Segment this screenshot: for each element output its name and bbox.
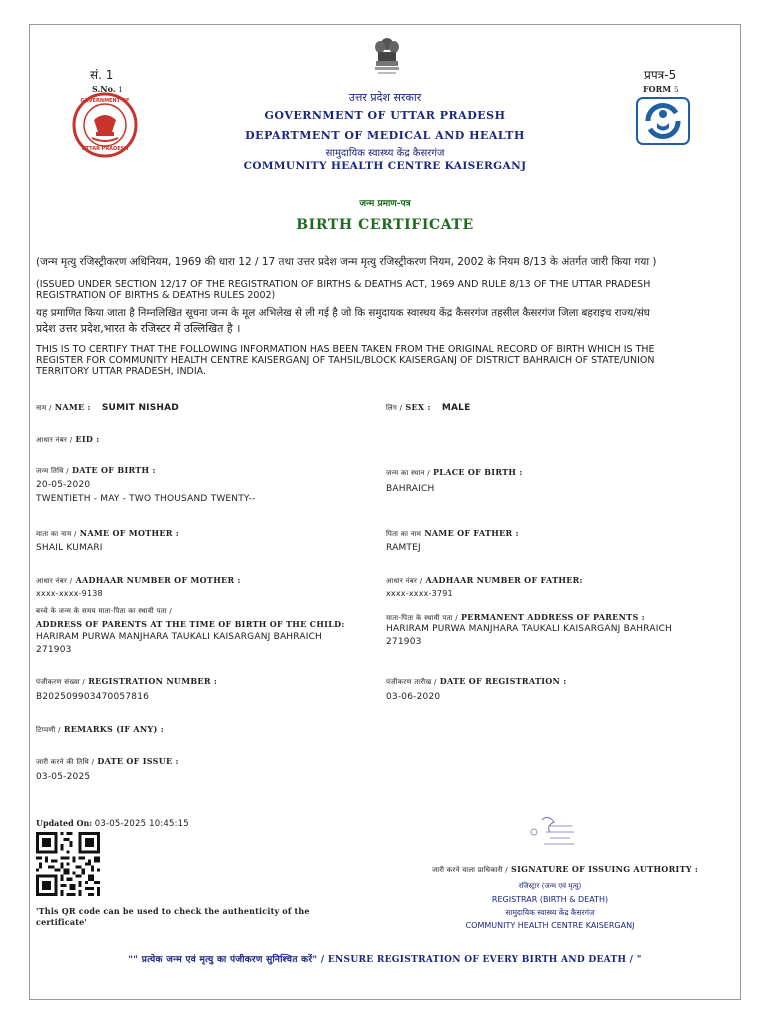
- form-label: FORM: [643, 84, 672, 94]
- qr-note-1: 'This QR code can be used to check the authenticity of the: [36, 906, 310, 916]
- signature-label: जारी करने वाला प्राधिकारी / SIGNATURE OF ISSUING AUTHORITY :: [432, 864, 699, 874]
- authority-chc-hindi: सामुदायिक स्वास्थ्य केंद्र कैसरगंज: [505, 908, 595, 917]
- updated-value: 03-05-2025 10:45:15: [94, 819, 189, 829]
- slogan-hindi: "" प्रत्येक जन्म एवं मृत्यु का पंजीकरण सुनिश्चित करें": [128, 955, 318, 965]
- updated-on: [36, 818, 189, 829]
- authority-en: REGISTRAR (BIRTH & DEATH): [491, 895, 609, 904]
- addr-birth-label: ADDRESS OF PARENTS AT THE TIME OF BIRTH OF THE CHILD:: [36, 619, 345, 629]
- sex-value: MALE: [441, 403, 471, 413]
- certify-hindi-1: यह प्रमाणित किया जाता है निम्नलिखित सूचना जन्म के मूल अभिलेख से ली गई है जो कि समुदायक स्वास्थय केंद्र कैसरगंज तहसील कैसरगंज जिला बहराइच राज्य/संघ: [36, 307, 650, 319]
- certify-line-2: REGISTER FOR COMMUNITY HEALTH CENTRE KAISERGANJ OF TAHSIL/BLOCK KAISERGANJ OF DISTRICT BAHRAICH OF STATE/UNION: [36, 355, 655, 366]
- regdate-label: पंजीकरण तारीख / DATE OF REGISTRATION :: [386, 676, 567, 686]
- slogan-english: / ENSURE REGISTRATION OF EVERY BIRTH AND DEATH / ": [320, 955, 642, 965]
- certify-hindi-2: प्रदेश उत्तर प्रदेश,भारत के रजिस्टर में उल्लिखित है ।: [36, 322, 241, 335]
- addr-birth-hindi: बच्चे के जन्म के समय माता-पिता का स्थायी पता /: [36, 607, 173, 615]
- issued-line-2: REGISTRATION OF BIRTHS & DEATHS RULES 2002): [36, 290, 276, 301]
- ashoka-emblem-icon: [372, 36, 402, 80]
- slogan: [29, 952, 741, 965]
- name-value: SUMIT NISHAD: [101, 403, 179, 413]
- dept-title: DEPARTMENT OF MEDICAL AND HEALTH: [245, 129, 525, 142]
- regdate-value: 03-06-2020: [386, 692, 441, 702]
- certify-line-1: THIS IS TO CERTIFY THAT THE FOLLOWING INFORMATION HAS BEEN TAKEN FROM THE ORIGINAL RECORD OF BIRTH WHICH IS THE: [36, 344, 655, 355]
- aadhaar-mother-value: xxxx-xxxx-9138: [36, 589, 103, 598]
- authority-chc: COMMUNITY HEALTH CENTRE KAISERGANJ: [465, 921, 635, 930]
- addr-birth-line-1: HARIRAM PURWA MANJHARA TAUKALI KAISARGANJ BAHRAICH: [36, 632, 323, 642]
- authority-hindi: रजिस्ट्रार (जन्म एवं मृत्यु): [518, 882, 582, 890]
- dob-words: TWENTIETH - MAY - TWO THOUSAND TWENTY--: [36, 494, 256, 504]
- title-hindi: जन्म प्रमाण-पत्र: [359, 199, 411, 209]
- issue-date-value: 03-05-2025: [36, 772, 91, 782]
- sno-label: S.No.: [92, 84, 116, 94]
- sex-label: लिंग / SEX : MALE: [386, 402, 471, 413]
- pob-label: जन्म का स्थान / PLACE OF BIRTH :: [386, 467, 523, 477]
- qr-code[interactable]: [36, 832, 100, 896]
- chc-hindi: सामुदायिक स्वास्थ्य केंद्र कैसरगंज: [325, 148, 445, 159]
- name-label: नाम / NAME : SUMIT NISHAD: [36, 402, 179, 413]
- issued-hindi: (जन्म मृत्यु रजिस्ट्रीकरण अधिनियम, 1969 की धारा 12 / 17 तथा उत्तर प्रदेश जन्म मृत्यु रजिस्ट्रीकरण नियम, 2002 के नियम 8/13 के अंतर्गत जारी किया गया ): [36, 256, 657, 268]
- aadhaar-father-value: xxxx-xxxx-3791: [386, 589, 453, 598]
- govt-title: GOVERNMENT OF UTTAR PRADESH: [264, 109, 506, 122]
- form-hindi: प्रपत्र-5: [644, 68, 677, 82]
- chc-title: COMMUNITY HEALTH CENTRE KAISERGANJ: [243, 160, 527, 172]
- addr-perm-line-1: HARIRAM PURWA MANJHARA TAUKALI KAISARGANJ BAHRAICH: [386, 624, 673, 634]
- father-label: पिता का नाम NAME OF FATHER :: [386, 528, 519, 538]
- pob-value: BAHRAICH: [386, 484, 435, 494]
- dob-value: 20-05-2020: [36, 480, 91, 490]
- up-seal-text-top: GOVERNMENT OF: [80, 98, 130, 104]
- addr-perm-line-2: 271903: [386, 637, 422, 647]
- govt-hindi: उत्तर प्रदेश सरकार: [348, 91, 422, 104]
- remarks-label: टिप्पणी / REMARKS (IF ANY) :: [36, 724, 164, 734]
- certify-line-3: TERRITORY UTTAR PRADESH, INDIA.: [36, 366, 207, 377]
- eid-label: आधार नंबर / EID :: [36, 434, 100, 444]
- aadhaar-mother-label: आधार नंबर / AADHAAR NUMBER OF MOTHER :: [36, 575, 241, 585]
- mother-label: माता का नाम / NAME OF MOTHER :: [36, 528, 180, 538]
- up-seal-text-bottom: UTTAR PRADESH: [81, 146, 129, 152]
- issued-line-1: (ISSUED UNDER SECTION 12/17 OF THE REGISTRATION OF BIRTHS & DEATHS ACT, 1969 AND RULE 8/13 OF THE UTTAR PRADESH: [36, 279, 651, 290]
- form-value: 5: [673, 86, 679, 94]
- father-value: RAMTEJ: [386, 543, 421, 553]
- dob-label: जन्म तिथि / DATE OF BIRTH :: [36, 465, 156, 475]
- sno-hindi: सं. 1: [90, 68, 114, 82]
- aadhaar-father-label: आधार नंबर / AADHAAR NUMBER OF FATHER:: [386, 575, 583, 585]
- signature-stamp-icon: [528, 812, 588, 852]
- addr-perm-label: माता-पिता के स्थायी पता / PERMANENT ADDRESS OF PARENTS :: [386, 612, 645, 622]
- mother-value: SHAIL KUMARI: [36, 543, 103, 553]
- sno-value: 1: [118, 86, 123, 94]
- title-english: BIRTH CERTIFICATE: [296, 217, 474, 233]
- qr-note-2: certificate': [36, 917, 88, 927]
- addr-birth-line-2: 271903: [36, 645, 72, 655]
- updated-label: Updated On:: [36, 818, 93, 828]
- regno-label: पंजीकरण संख्या / REGISTRATION NUMBER :: [36, 676, 218, 686]
- regno-value: B202509903470057816: [36, 692, 150, 702]
- issue-date-label: जारी करने की तिथि / DATE OF ISSUE :: [36, 756, 179, 766]
